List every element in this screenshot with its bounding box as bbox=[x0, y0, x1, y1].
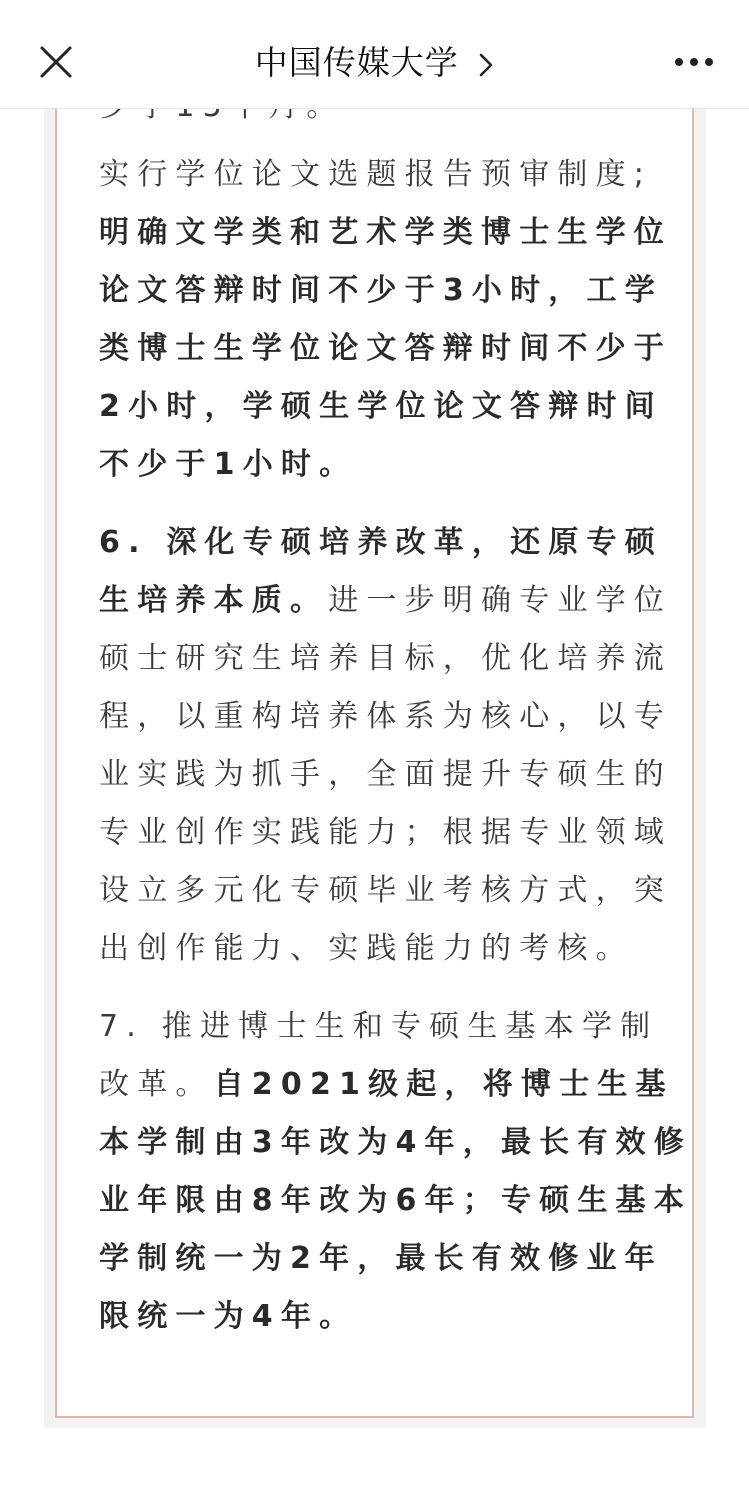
text-line: 出创作能力、实践能力的考核。 bbox=[99, 931, 634, 966]
text-line: 硕士研究生培养目标，优化培养流 bbox=[99, 641, 672, 676]
text-line: 7. 推进博士生和专硕生基本学制 bbox=[99, 1009, 659, 1044]
chevron-right-icon bbox=[478, 52, 494, 78]
text-line: 限统一为4年。 bbox=[99, 1299, 358, 1334]
text-line: 业实践为抓手，全面提升专硕生的 bbox=[99, 757, 672, 792]
account-title[interactable] bbox=[0, 40, 749, 86]
top-navigation-bar bbox=[0, 0, 749, 109]
text-line: 学制统一为2年，最长有效修业年 bbox=[99, 1241, 663, 1276]
text-line: 程，以重构培养体系为核心，以专 bbox=[99, 699, 672, 734]
text-line: 本学制由3年改为4年，最长有效修 bbox=[99, 1125, 692, 1160]
text-line: 实行学位论文选题报告预审制度; bbox=[99, 157, 653, 192]
article-card bbox=[55, 70, 694, 1418]
text-line: 论文答辩时间不少于3小时，工学 bbox=[99, 273, 663, 308]
paragraph-defense-time bbox=[99, 146, 672, 494]
text-line: 生培养本质。进一步明确专业学位 bbox=[99, 583, 673, 618]
text-line: 不少于1小时。 bbox=[99, 447, 358, 482]
text-line: 明确文学类和艺术学类博士生学位 bbox=[99, 215, 672, 250]
text-line: 业年限由8年改为6年；专硕生基本 bbox=[99, 1183, 692, 1218]
paragraph-professional-master-reform bbox=[99, 514, 673, 978]
text-line: 2小时，学硕生学位论文答辩时间 bbox=[99, 389, 663, 424]
text-line: 类博士生学位论文答辩时间不少于 bbox=[99, 331, 672, 366]
text-line: 设立多元化专硕毕业考核方式，突 bbox=[99, 873, 672, 908]
account-title-text: 中国传媒大学 bbox=[254, 43, 459, 82]
text-line: 6. 深化专硕培养改革，还原专硕 bbox=[99, 525, 663, 560]
text-line: 改革。自2021级起，将博士生基 bbox=[99, 1067, 674, 1102]
more-icon[interactable] bbox=[674, 52, 714, 72]
paragraph-basic-schooling-reform bbox=[99, 998, 692, 1346]
text-line: 专业创作实践能力；根据专业领域 bbox=[99, 815, 672, 850]
